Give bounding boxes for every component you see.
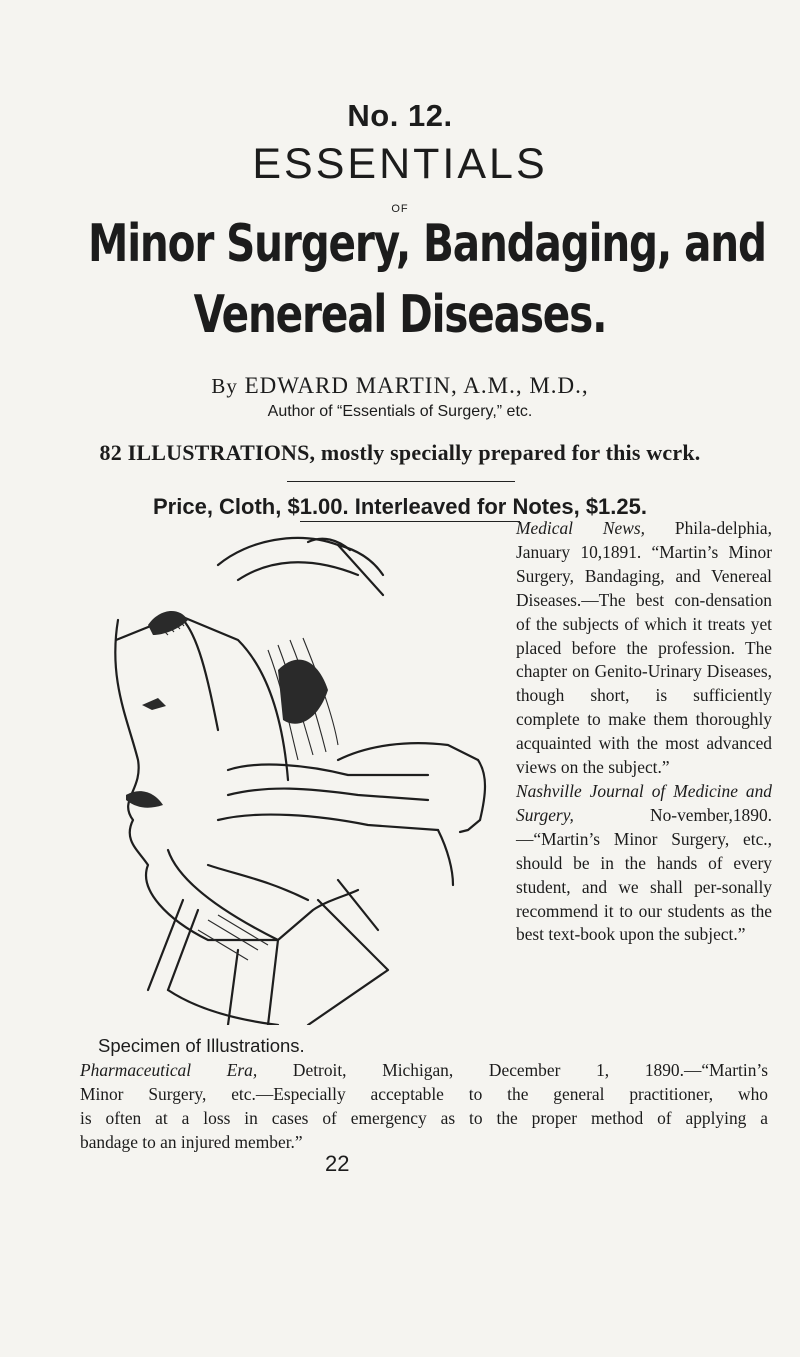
review-3-line-3: is often at a loss in cases of emergency as to the proper method of applying a	[80, 1107, 768, 1128]
author-name: EDWARD MARTIN, A.M., M.D.,	[244, 373, 589, 398]
review-column	[516, 517, 772, 947]
review-3-line-1: Pharmaceutical Era, Detroit, Michigan, December 1, 1890.—“Martin’s	[80, 1060, 768, 1080]
review-1-source: Medical News,	[516, 518, 645, 538]
book-title-line-2: Venereal Diseases.	[193, 285, 607, 345]
series-of: OF	[391, 203, 409, 215]
series-number: No. 12.	[347, 98, 453, 133]
review-2-text: No-vember,1890.—“Martin’s Minor Surgery, etc., should be in the hands of every student, and we shall per-sonally recommend it to our students as the best text-book upon the subject.”	[516, 804, 772, 945]
review-3-line-2: Minor Surgery, etc.—Especially acceptable to the general practitioner, who	[80, 1083, 768, 1104]
review-3-line-4: bandage to an injured member.”	[80, 1131, 303, 1152]
series-title: ESSENTIALS	[252, 140, 548, 188]
illustrations-note: 82 ILLUSTRATIONS, mostly specially prepared for this wcrk.	[99, 440, 701, 465]
review-1-text: Phila-delphia, January 10,1891. “Martin’s Minor Surgery, Bandaging, and Venereal Diseases.—The best con-densation of the subjects of which it treats yet placed before the profession. The chapter on Genito-Urinary Diseases, though short, is sufficiently complete to make them thoroughly acquainted with the most advanced views on the subject.”	[516, 518, 772, 778]
byline-by: By	[211, 374, 238, 398]
review-2-source: Nashville Journal of Medicine and Surgery,	[516, 780, 772, 825]
author-credentials: Author of “Essentials of Surgery,” etc.	[267, 403, 533, 420]
byline	[0, 373, 800, 399]
review-3	[80, 1059, 768, 1155]
review-3-source: Pharmaceutical Era,	[80, 1060, 258, 1080]
divider-top	[287, 481, 515, 482]
page-number: 22	[325, 1151, 350, 1176]
price-line: Price, Cloth, $1.00. Interleaved for Notes, $1.25.	[153, 494, 647, 519]
book-title-line-1: Minor Surgery, Bandaging, and	[88, 214, 766, 274]
bandaged-head-illustration	[108, 520, 518, 1025]
figure-caption: Specimen of Illustrations.	[98, 1035, 305, 1056]
